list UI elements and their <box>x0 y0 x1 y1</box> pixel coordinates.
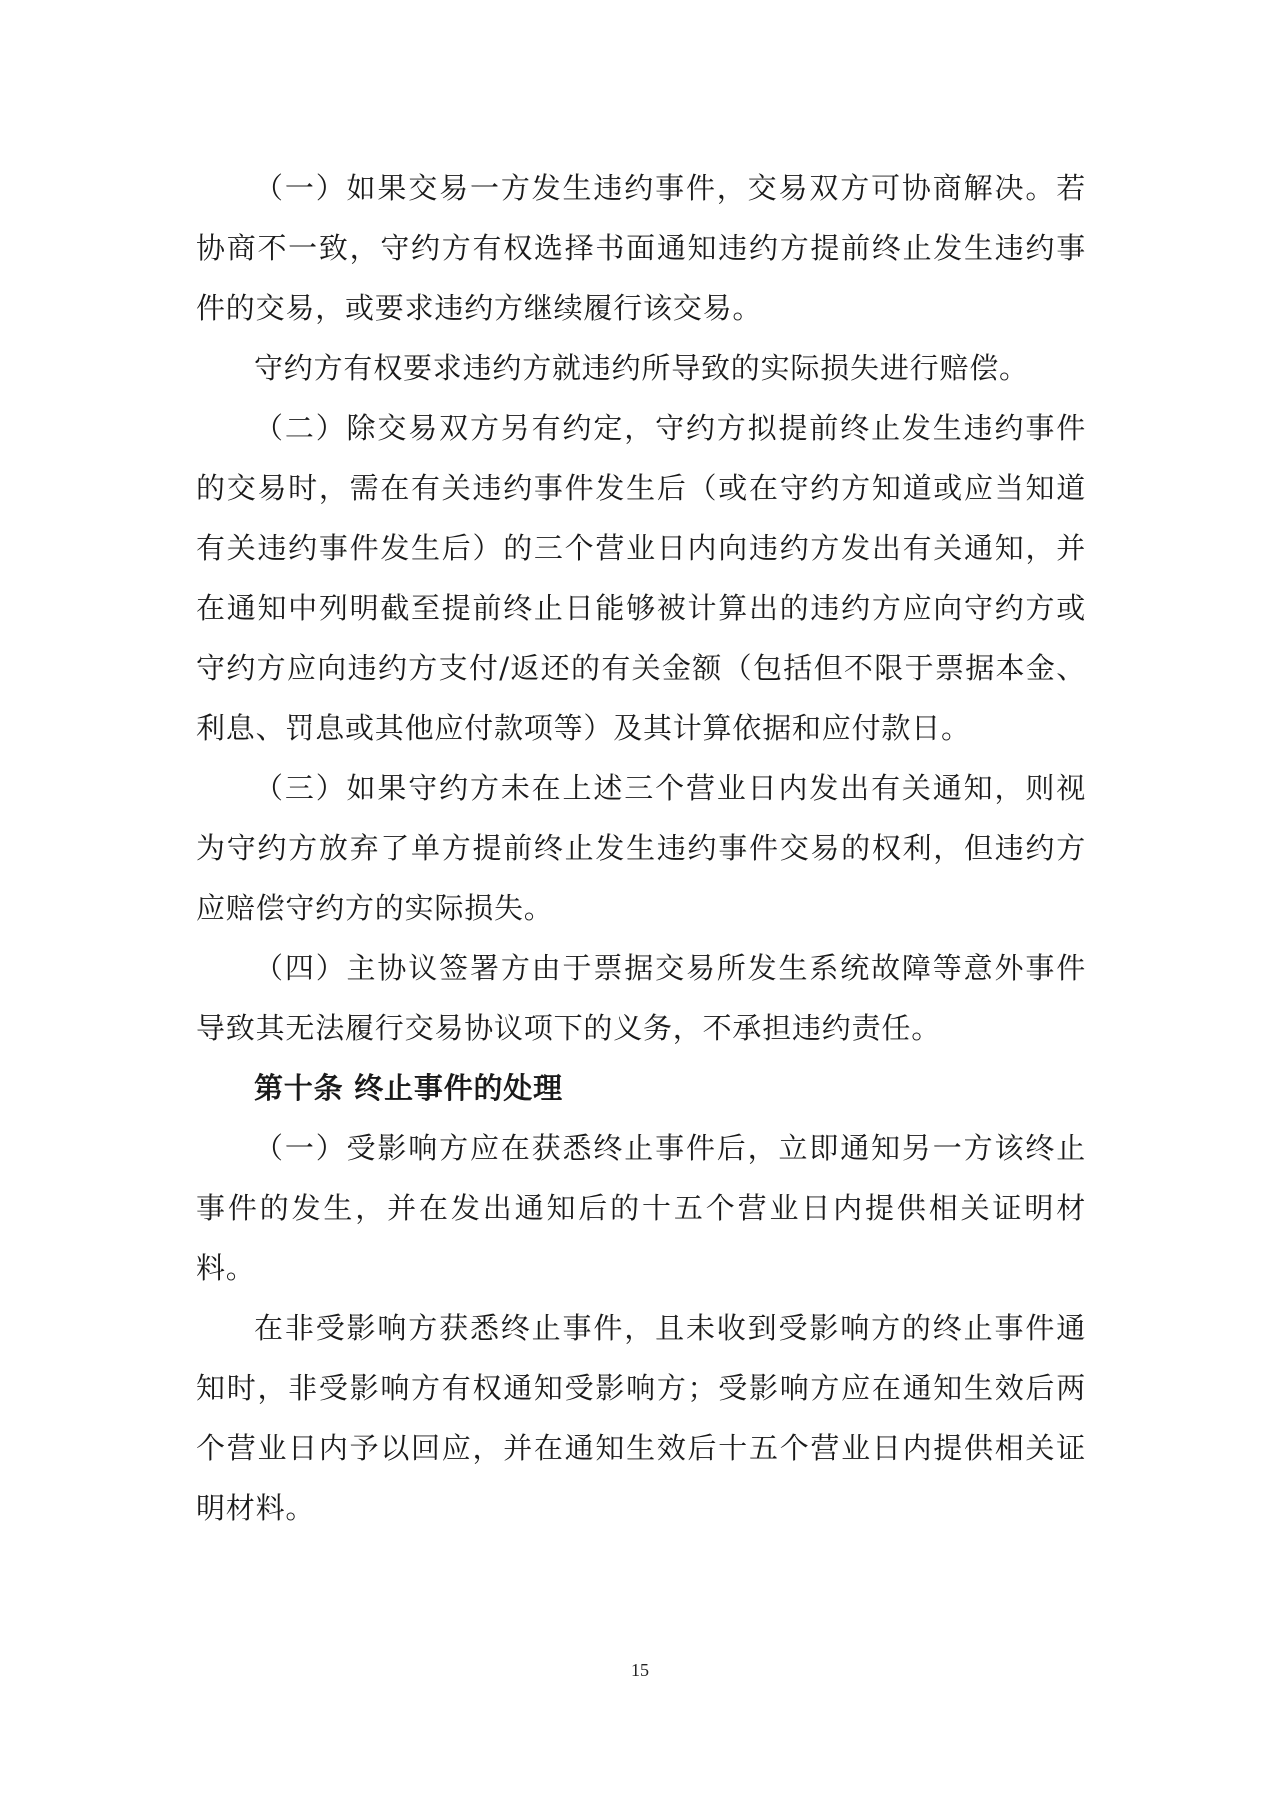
paragraph-waiver-of-right: （三）如果守约方未在上述三个营业日内发出有关通知，则视为守约方放弃了单方提前终止发生违约事件交易的权利，但违约方应赔偿守约方的实际损失。 <box>196 771 1086 925</box>
page-number: 15 <box>631 1660 649 1680</box>
paragraph-system-failure-exemption: （四）主协议签署方由于票据交易所发生系统故障等意外事件导致其无法履行交易协议项下的义务，不承担违约责任。 <box>196 951 1086 1045</box>
article-ten-heading: 第十条 终止事件的处理 <box>254 1071 563 1105</box>
paragraph-non-affected-party-notice: 在非受影响方获悉终止事件，且未收到受影响方的终止事件通知时，非受影响方有权通知受影响方；受影响方应在通知生效后两个营业日内予以回应，并在通知生效后十五个营业日内提供相关证明材料。 <box>196 1311 1086 1525</box>
document-body <box>196 158 1086 1538</box>
paragraph-default-negotiation: （一）如果交易一方发生违约事件，交易双方可协商解决。若协商不一致，守约方有权选择书面通知违约方提前终止发生违约事件的交易，或要求违约方继续履行该交易。 <box>196 171 1086 325</box>
paragraph-compensation-right: 守约方有权要求违约方就违约所导致的实际损失进行赔偿。 <box>254 351 1029 385</box>
paragraph-affected-party-notice: （一）受影响方应在获悉终止事件后，立即通知另一方该终止事件的发生，并在发出通知后的十五个营业日内提供相关证明材料。 <box>196 1131 1086 1285</box>
paragraph-early-termination-notice: （二）除交易双方另有约定，守约方拟提前终止发生违约事件的交易时，需在有关违约事件发生后（或在守约方知道或应当知道有关违约事件发生后）的三个营业日内向违约方发出有关通知，并在通知中列明截至提前终止日能够被计算出的违约方应向守约方或守约方应向违约方支付/返还的有关金额（包括但不限于票据本金、利息、罚息或其他应付款项等）及其计算依据和应付款日。 <box>196 411 1086 745</box>
